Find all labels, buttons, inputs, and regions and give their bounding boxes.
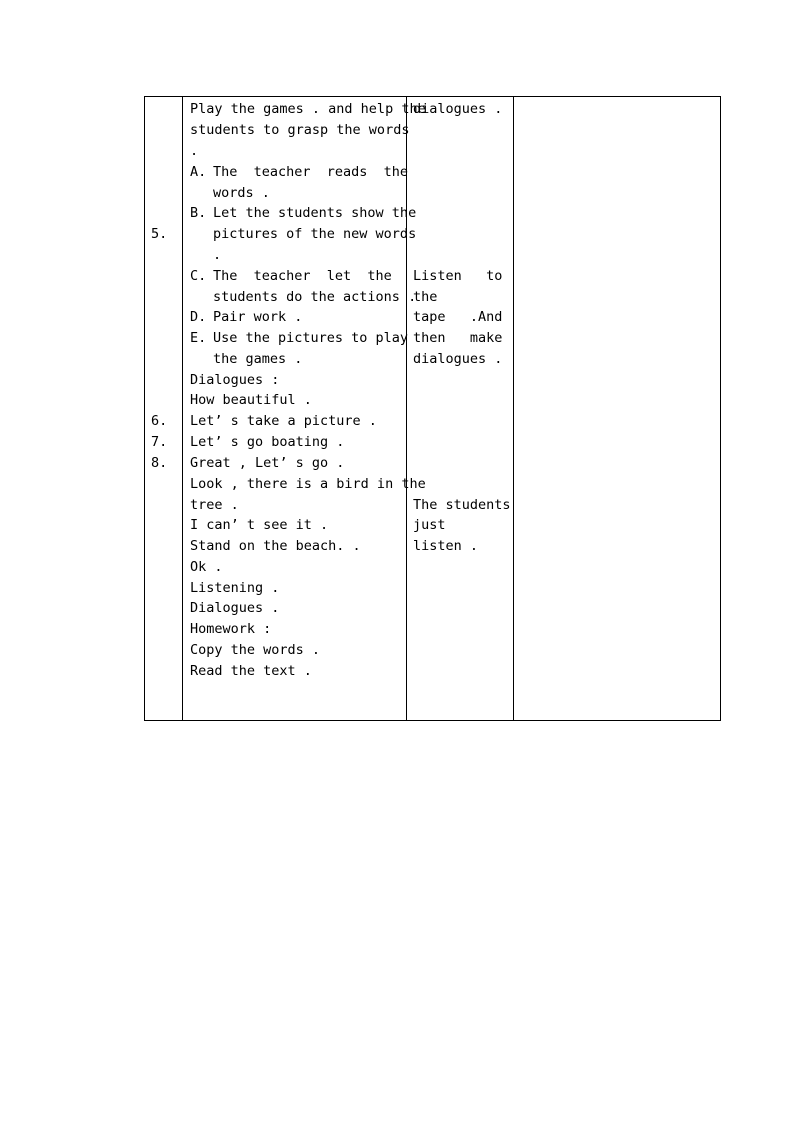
list-marker-c: C. [190, 268, 207, 284]
list-item-b: Let the students show the [213, 205, 417, 221]
student-activity-line: The students [413, 497, 511, 513]
homework-item: Read the text . [190, 663, 312, 679]
list-marker-e: E. [190, 330, 207, 346]
dialogue-line: Let’ s go boating . [190, 434, 345, 450]
step-number-8: 8. [151, 455, 168, 471]
activity-intro-line: . [190, 143, 199, 159]
list-item-e: Use the pictures to play [213, 330, 409, 346]
student-activity-line: the [413, 289, 438, 305]
student-activity-line: tape .And [413, 309, 503, 325]
dialogue-line: Ok . [190, 559, 223, 575]
homework-item: Copy the words . [190, 642, 321, 658]
column-divider-3 [513, 97, 514, 720]
student-activity-line: then make [413, 330, 503, 346]
listening-step: Listening . [190, 580, 280, 596]
column-divider-1 [182, 97, 183, 720]
dialogue-line: Look , there is a bird in the [190, 476, 426, 492]
list-item-b: pictures of the new words [213, 226, 417, 242]
activity-intro-line: Play the games . and help the [190, 101, 426, 117]
student-activity-line: dialogues . [413, 101, 503, 117]
student-activity-line: Listen to [413, 268, 503, 284]
dialogue-line: I can’ t see it . [190, 517, 329, 533]
column-divider-2 [406, 97, 407, 720]
dialogues-step: Dialogues . [190, 600, 280, 616]
list-item-c: The teacher let the [213, 268, 392, 284]
student-activity-line: just [413, 517, 446, 533]
list-marker-b: B. [190, 205, 207, 221]
dialogues-heading: Dialogues : [190, 372, 280, 388]
list-item-e: the games . [213, 351, 303, 367]
lesson-table [144, 96, 721, 721]
list-item-b: . [213, 247, 222, 263]
list-item-c: students do the actions . [213, 289, 417, 305]
dialogue-line: Stand on the beach. . [190, 538, 361, 554]
list-item-a: words . [213, 185, 270, 201]
homework-heading: Homework : [190, 621, 272, 637]
step-number-5: 5. [151, 226, 168, 242]
dialogue-line: Let’ s take a picture . [190, 413, 377, 429]
activity-intro-line: students to grasp the words [190, 122, 410, 138]
step-number-6: 6. [151, 413, 168, 429]
list-marker-d: D. [190, 309, 207, 325]
student-activity-line: listen . [413, 538, 479, 554]
dialogue-line: How beautiful . [190, 392, 312, 408]
list-item-d: Pair work . [213, 309, 303, 325]
step-number-7: 7. [151, 434, 168, 450]
list-item-a: The teacher reads the [213, 164, 409, 180]
list-marker-a: A. [190, 164, 207, 180]
dialogue-line: Great , Let’ s go . [190, 455, 345, 471]
dialogue-line: tree . [190, 497, 239, 513]
student-activity-line: dialogues . [413, 351, 503, 367]
